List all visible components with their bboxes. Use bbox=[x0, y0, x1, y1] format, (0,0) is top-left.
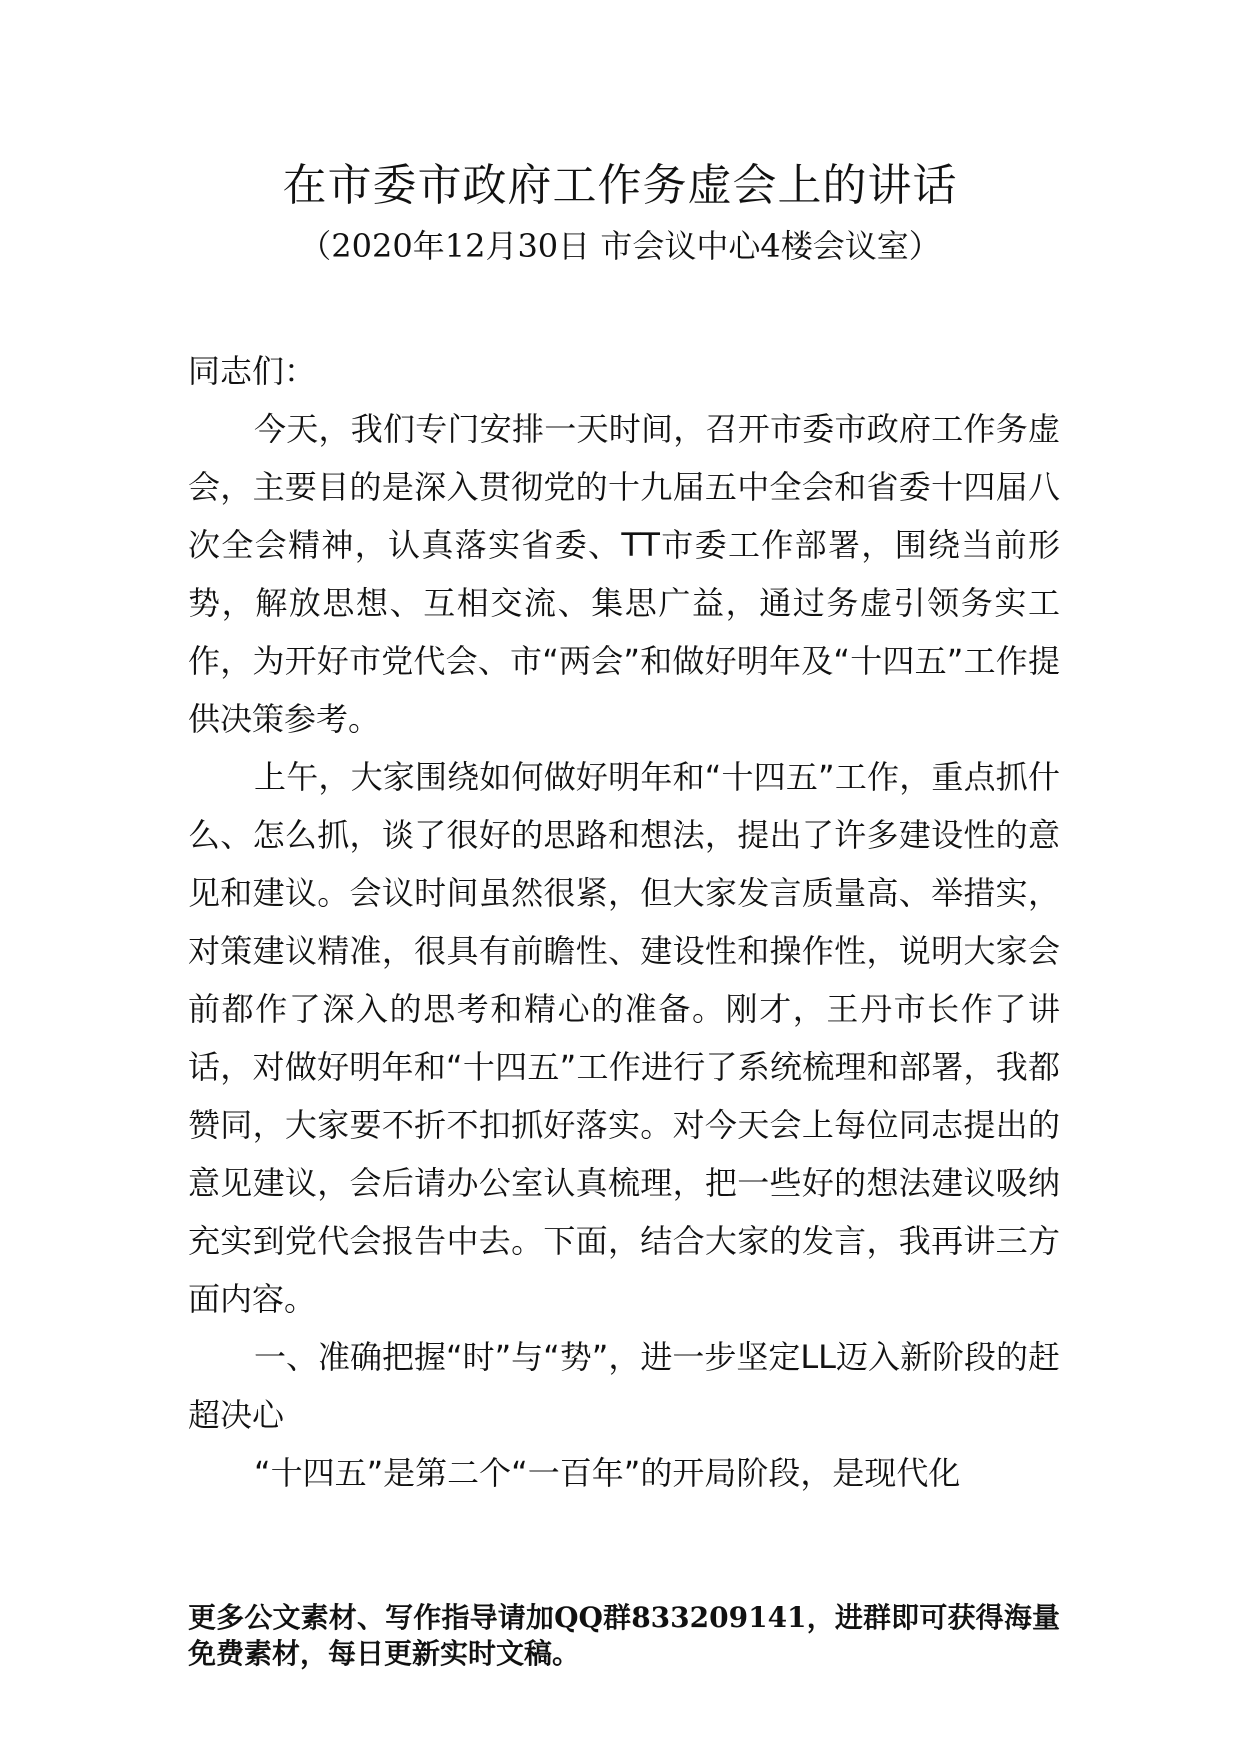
document-subtitle: （2020年12月30日 市会议中心4楼会议室） bbox=[299, 227, 941, 265]
section-heading: 一、准确把握“时”与“势”，进一步坚定LL迈入新阶段的赶超决心 bbox=[188, 1338, 1060, 1434]
salutation: 同志们： bbox=[188, 352, 317, 390]
document-title: 在市委市政府工作务虚会上的讲话 bbox=[282, 160, 958, 211]
paragraph-2: 上午，大家围绕如何做好明年和“十四五”工作，重点抓什么、怎么抓，谈了很好的思路和想法，提出了许多建设性的意见和建议。会议时间虽然很紧，但大家发言质量高、举措实，对策建议精准，很具有前瞻性、建设性和操作性，说明大家会前都作了深入的思考和精心的准备。刚才，王丹市长作了讲话，对做好明年和“十四五”工作进行了系统梳理和部署，我都赞同，大家要不折不扣抓好落实。对今天会上每位同志提出的意见建议，会后请办公室认真梳理，把一些好的想法建议吸纳充实到党代会报告中去。下面，结合大家的发言，我再讲三方面内容。 bbox=[188, 758, 1060, 1318]
footer-promo: 更多公文素材、写作指导请加QQ群833209141，进群即可获得海量免费素材，每日更新实时文稿。 bbox=[188, 1601, 1060, 1670]
paragraph-3: “十四五”是第二个“一百年”的开局阶段，是现代化 bbox=[254, 1454, 961, 1492]
document-body bbox=[188, 342, 1060, 1502]
paragraph-1: 今天，我们专门安排一天时间，召开市委市政府工作务虚会，主要目的是深入贯彻党的十九届五中全会和省委十四届八次全会精神，认真落实省委、TT市委工作部署，围绕当前形势，解放思想、互相交流、集思广益，通过务虚引领务实工作，为开好市党代会、市“两会”和做好明年及“十四五”工作提供决策参考。 bbox=[188, 410, 1060, 738]
